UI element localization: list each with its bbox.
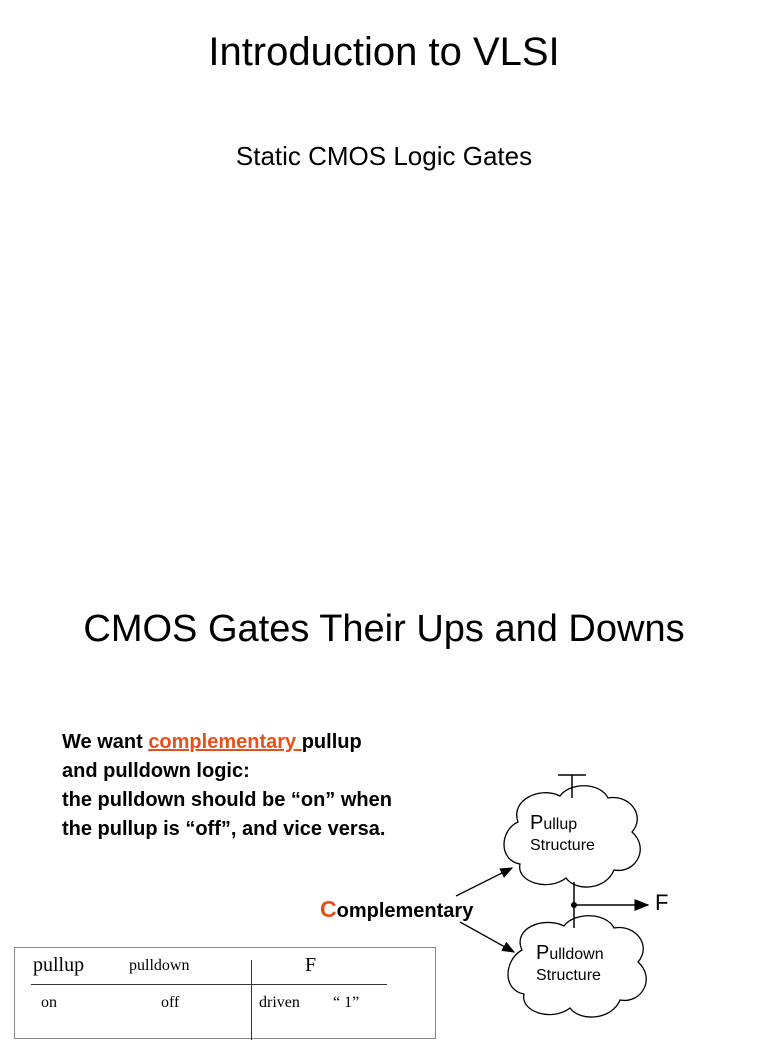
table-header-f: F [305,954,317,976]
pullup-label [530,812,577,836]
table-cell: on [41,994,57,1011]
pulldown-label [536,942,604,966]
complementary-arrow-up [456,868,512,896]
slide-2 [0,560,768,1024]
slide-title: CMOS Gates Their Ups and Downs [83,608,685,650]
table-header-divider [31,984,387,985]
pulldown-label-line2: Structure [536,967,601,984]
table-cell: driven [259,994,300,1011]
body-text-fragment: pullup [301,731,362,753]
body-line-2: and pulldown logic: [62,760,250,782]
pulldown-label-initial: P [536,942,550,964]
table-cell: off [161,994,180,1011]
complementary-rest: omplementary [336,900,474,922]
body-line-4: the pullup is “off”, and vice versa. [62,818,386,840]
slide-subtitle: Static CMOS Logic Gates [235,141,533,171]
complementary-keyword: complementary [148,731,302,753]
pulldown-label-rest: ulldown [549,946,604,963]
truth-table [14,947,436,1039]
table-cell: “ 1” [333,994,360,1011]
body-text-fragment: We want [62,731,149,753]
body-line-3: the pulldown should be “on” when [62,789,392,811]
table-column-divider [251,960,252,1040]
pullup-label-initial: P [530,812,544,834]
pullup-label-line2: Structure [530,837,595,854]
complementary-label [320,896,473,923]
table-header-pulldown: pulldown [129,957,190,974]
table-header-pullup: pullup [33,954,85,976]
complementary-initial: C [320,896,337,922]
slide-title: Introduction to VLSI [208,30,560,74]
output-label: F [655,890,669,915]
pullup-label-rest: ullup [543,816,578,833]
complementary-arrow-down [460,922,514,952]
